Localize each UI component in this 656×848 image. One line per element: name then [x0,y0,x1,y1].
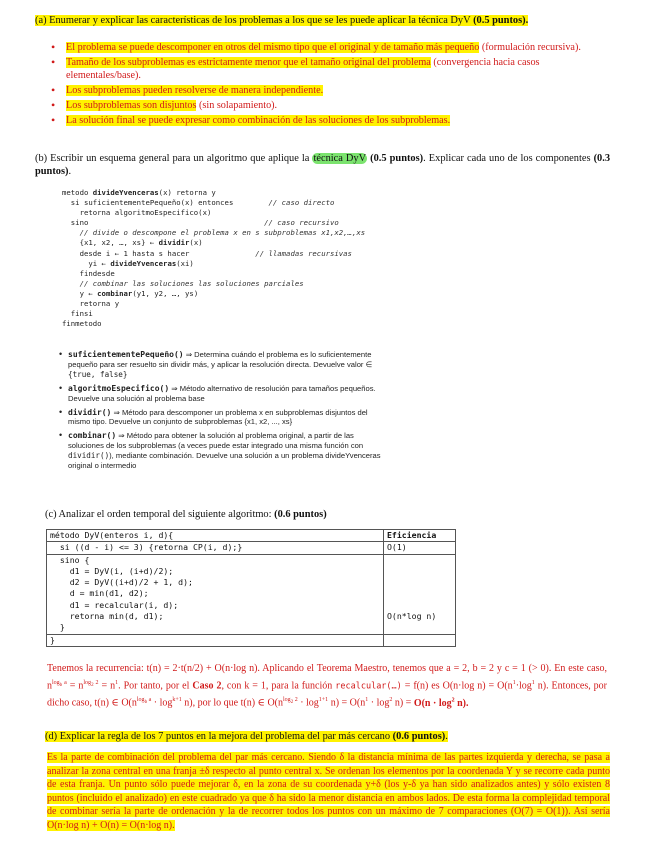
code-line: yi ← divideYvenceras(xi) [62,258,194,268]
code-line: retorna y [62,299,120,309]
code-line: si suficientementePequeño(x) entonces // caso directo [62,198,335,208]
code-line: {x1, x2, …, xs} ← dividir(x) [62,238,203,248]
code-line: desde i ← 1 hasta s hacer // llamadas recursivas [62,248,352,258]
component-explanations [58,350,383,475]
code-line: metodo divideYvenceras(x) retorna y [62,188,216,197]
table-row-base-case: si ((d - i) <= 3) {retorna CP(i, d);} [47,542,384,554]
table-row-closing: } [47,634,384,646]
section-d-heading: (d) Explicar la regla de los 7 puntos en la mejora del problema del par más cercano (0.6 puntos). [45,731,448,742]
list-item: • Tamaño de los subproblemas es estrictamente menor que el tamaño original del problema (convergencia hacia casos elementales/base). [38,57,598,82]
table-header-efficiency: Eficiencia [384,530,456,542]
list-item: • Los subproblemas son disjuntos (sin solapamiento). [38,100,598,113]
table-row-closing-eff [384,634,456,646]
dyv-pseudocode [62,188,582,329]
code-line: finmetodo [62,319,102,329]
list-item: • suficientementePequeño() ⇒ Determina cuándo el problema es lo suficientemente pequeño para ser resuelto sin dividir más, y aplicar la resolución directa. Devuelve valor ∈ {true, false} [58,350,383,380]
table-row-base-eff: O(1) [384,542,456,554]
recurrence-analysis: Tenemos la recurrencia: t(n) = 2·t(n/2) + O(n·log n). Aplicando el Teorema Maestro, tenemos que a = 2, b = 2 y c = 1 (> 0). En este caso, $n^{log_b a} = n^{log_2 2} = n^1$. Por tanto, por el Caso 2, con k = 1, para la función recalcular(…) = f(n) es O(n·log $n) = O(n^1\cdot\log^1$ n). Entonces, por dicho caso, t(n) ∈ $O(n^{log_b a} \cdot \log^{k+1} n)$, por lo que t(n) ∈ $O(n^{log_2 2} \cdot \log^{1+1} n) = O(n^1 \cdot \log^2 n) = O(n \cdot \log^2 n)$. [47,663,608,709]
code-line: y ← combinar(y1, y2, …, ys) [62,288,199,298]
list-item: • algoritmoEspecifico() ⇒ Método alternativo de resolución para tamaños pequeños. Devuelve una solución al problema base [58,384,383,404]
code-line: finsi [62,309,93,319]
list-item: • El problema se puede descomponer en otros del mismo tipo que el original y de tamaño más pequeño (formulación recursiva). [38,42,598,55]
seven-points-explanation: Es la parte de combinación del problema del par más cercano. Siendo δ la distancia mínima de las partes izquierda y derecha, se pasa a analizar la zona central en una franja ±δ respecto al punto central x. Se ordenan los elementos por la coordenada Y y se recorre cada punto de esta franja. Un punto sólo puede mejorar δ, en la zona de su coordenada y+δ (los y-δ ya han sido analizados antes) y sólo existen 8 puntos (incluido el analizado) en este cuadrado ya que δ ha sido la menor distancia en ambos lados. De esta forma la complejidad temporal de combinar sería la parte de ordenación y la de recorrer todos los puntos con un máximo de 7 comparaciones (O(7) = O(1)). Así sería O(n·log n) + O(n) = O(n·log n). [47,752,610,831]
list-item: • Los subproblemas pueden resolverse de manera independiente. [38,85,598,98]
section-a-heading: (a) Enumerar y explicar las características de los problemas a los que se les puede aplicar la técnica DyV (0.5 puntos). [35,15,529,26]
algorithm-table [46,529,456,647]
list-item: • La solución final se puede expresar como combinación de las soluciones de los subproblemas. [38,115,598,128]
section-a-bullets [38,42,598,130]
table-header-code: método DyV(enteros i, d){ [47,530,384,542]
section-c-heading: (c) Analizar el orden temporal del siguiente algoritmo: (0.6 puntos) [45,509,327,520]
table-row-recursive: sino { d1 = DyV(i, (i+d)/2); d2 = DyV((i+d)/2 + 1, d); d = min(d1, d2); d1 = recalcular(i, d); retorna min(d, d1); } [47,554,384,634]
section-b-heading: (b) Escribir un esquema general para un algoritmo que aplique la técnica DyV (0.5 puntos). Explicar cada uno de los componentes (0.3 puntos). [35,153,611,177]
code-line: // divide o descompone el problema x en s subproblemas x1,x2,…,xs [62,228,366,238]
list-item: • dividir() ⇒ Método para descomponer un problema x en subproblemas disjuntos del mismo tipo. Devuelve un conjunto de subproblemas {x1, x2, ..., xs} [58,408,383,428]
code-line: // combinar las soluciones las soluciones parciales [62,278,304,288]
table-row-recursive-eff: O(n*log n) [384,554,456,634]
code-line: sino // caso recursivo [62,218,339,228]
list-item: • combinar() ⇒ Método para obtener la solución al problema original, a partir de las soluciones de los subproblemas (a veces puede estar integrado una misma función con dividir()), mediante combinación. Devuelve una solución a un problema divideYvenceras original o intermedio [58,431,383,471]
code-line: retorna algoritmoEspecifico(x) [62,208,212,218]
code-line: findesde [62,268,115,278]
technique-highlight: técnica DyV [313,153,367,164]
